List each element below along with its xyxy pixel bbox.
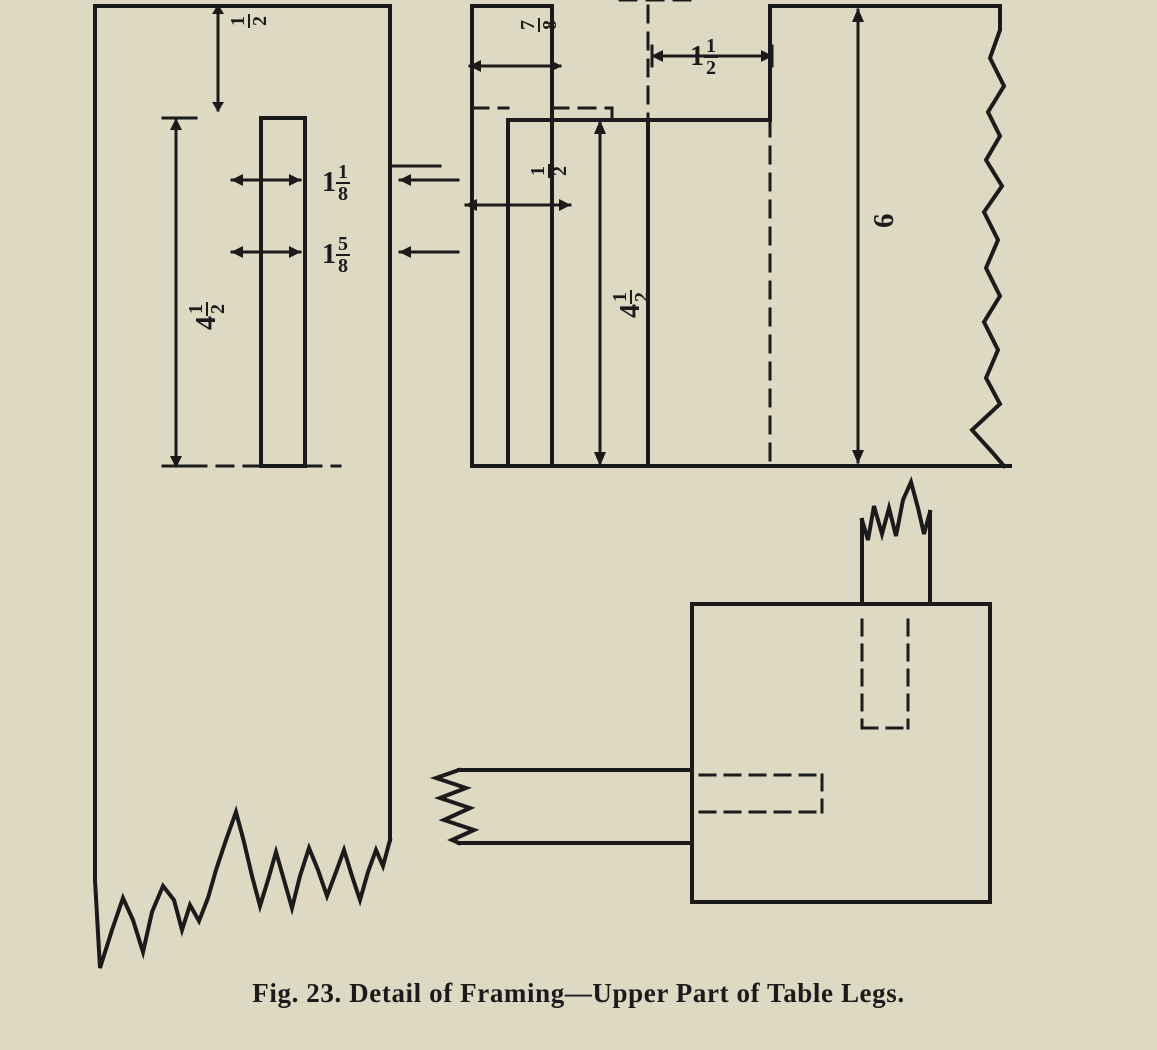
dim-label-overall: 6 [868, 213, 900, 228]
dim-label-rail-depth: 4 1 2 [609, 292, 653, 318]
dim-half-arrows [465, 199, 571, 211]
fraction-1-2-left: 1 2 [185, 304, 229, 314]
dim-label-1-5-8: 1 $\frac{5}{8}$ [322, 233, 348, 277]
dim-label-1-1-2: 1 $\frac{1}{2}$ [690, 35, 716, 79]
dim-top-half-arrow [212, 4, 224, 112]
left-mortise-rect [261, 118, 305, 466]
plan-leg-block [692, 604, 990, 902]
plan-leg-stub [862, 482, 930, 604]
dim-7-8-arrows [469, 60, 562, 72]
dim-label-left-depth: 4 1 2 [185, 304, 229, 330]
fraction-1-2-top: 1 2 [227, 16, 271, 26]
right-hidden-lines [472, 0, 770, 466]
dim-label-1-1-8: 1 $\frac{1}{8}$ [322, 161, 348, 205]
dim-left-depth-arrow [163, 118, 196, 468]
fraction-1-2-rail: 1 2 [609, 292, 653, 302]
fraction-1-8: $\frac{1}{8}$ [338, 161, 348, 205]
fraction-5-8: $\frac{5}{8}$ [338, 233, 348, 277]
fraction-1-2-offset: $\frac{1}{2}$ [706, 35, 716, 79]
plan-rail-arm [436, 770, 692, 843]
dim-label-tenon-half [527, 166, 571, 220]
plan-hidden-lines [700, 620, 908, 812]
fraction-1-2-tenon: 1 2 [527, 166, 571, 176]
figure-caption: Fig. 23. Detail of Framing—Upper Part of Table Legs. [252, 978, 905, 1008]
fraction-7-8: 7 8 [517, 20, 561, 30]
dim-overall-arrow [852, 8, 864, 464]
left-leg-outline [95, 6, 390, 968]
dim-label-top-half [227, 16, 271, 70]
dim-label-7-8 [517, 20, 561, 74]
